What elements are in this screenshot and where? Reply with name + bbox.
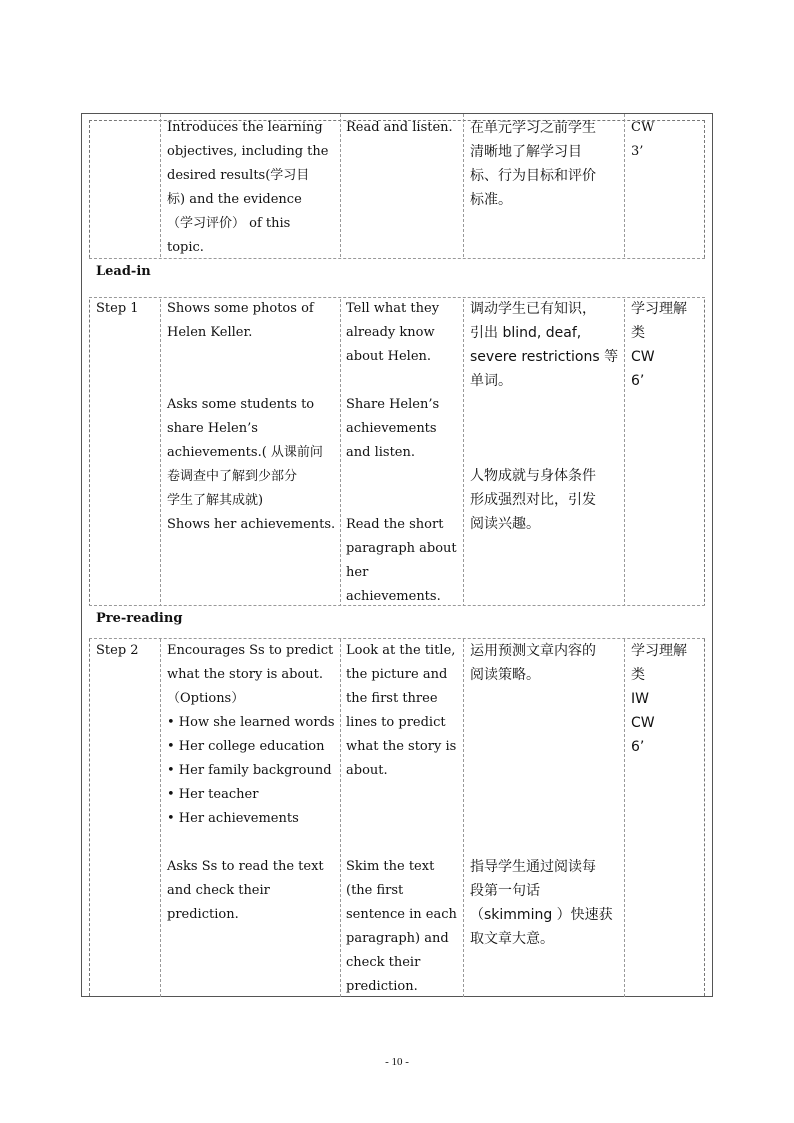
step1-teacher-b <box>167 393 337 513</box>
text-line: achievements.( 从课前问 <box>167 445 323 460</box>
text-line: CW <box>631 715 655 731</box>
text-line: 阅读兴趣。 <box>470 516 540 532</box>
text-line: the first three <box>346 691 438 706</box>
option-item: • Her achievements <box>167 811 299 826</box>
text-line: 阅读策略。 <box>470 667 540 683</box>
text-line: paragraph) and <box>346 931 449 946</box>
column-divider <box>340 114 341 997</box>
text-line: 学习理解 <box>631 301 687 317</box>
text-line: 标准。 <box>470 192 512 208</box>
step-label: Step 1 <box>96 301 139 316</box>
text-line: 清晰地了解学习目 <box>470 144 582 160</box>
text-line: CW <box>631 120 655 135</box>
page-number: - 10 - <box>385 1056 409 1068</box>
text-line: 学生了解其成就) <box>167 493 264 508</box>
text-line: lines to predict <box>346 715 446 730</box>
text-line: Read and listen. <box>346 120 453 135</box>
text-line: Look at the title, <box>346 643 456 658</box>
text-line: the picture and <box>346 667 448 682</box>
text-line: 调动学生已有知识， <box>470 301 596 317</box>
text-line: Read the short <box>346 517 444 532</box>
text-line: sentence in each <box>346 907 457 922</box>
step1-student-a <box>346 297 458 369</box>
text-line: desired results(学习目 <box>167 168 310 183</box>
intro-mode <box>631 116 701 164</box>
text-line: 类 <box>631 667 645 683</box>
step2-student-a <box>346 639 458 783</box>
text-line: share Helen’s <box>167 421 258 436</box>
text-line: 6’ <box>631 373 645 389</box>
option-item: • Her family background <box>167 763 332 778</box>
step2-student-b <box>346 855 458 999</box>
text-line: Helen Keller. <box>167 325 253 340</box>
text-line: 段第一句话 <box>470 883 540 899</box>
step2-purpose-b <box>470 855 620 951</box>
step2-purpose-a <box>470 639 620 687</box>
step1-mode <box>631 297 701 393</box>
text-line: prediction. <box>346 979 418 994</box>
text-line: Shows some photos of <box>167 301 314 316</box>
text-line: and listen. <box>346 445 415 460</box>
text-line: paragraph about <box>346 541 457 556</box>
text-line: Encourages Ss to predict <box>167 643 334 658</box>
text-line: 标、行为目标和评价 <box>470 168 596 184</box>
text-line: 在单元学习之前学生 <box>470 120 596 136</box>
section-row-pre-reading <box>89 605 705 639</box>
intro-teacher-activity <box>167 116 337 260</box>
option-item: • How she learned words <box>167 715 335 730</box>
step2-teacher-b <box>167 855 337 927</box>
text-line: 3’ <box>631 144 644 159</box>
step2-teacher-a <box>167 639 337 831</box>
step-label: Step 2 <box>96 643 139 658</box>
step1-student-b <box>346 393 458 465</box>
text-line: 卷调查中了解到少部分 <box>167 469 298 484</box>
text-line: check their <box>346 955 421 970</box>
text-line: 标) and the evidence <box>167 192 302 207</box>
text-line: （学习评价） of this <box>167 216 291 231</box>
text-line: CW <box>631 349 655 365</box>
text-line: her <box>346 565 369 580</box>
step1-purpose-a <box>470 297 620 393</box>
text-line: IW <box>631 691 649 707</box>
option-item: • Her college education <box>167 739 325 754</box>
step1-purpose-b <box>470 464 620 536</box>
text-line: 指导学生通过阅读每 <box>470 859 596 875</box>
text-line: Asks some students to <box>167 397 315 412</box>
text-line: 运用预测文章内容的 <box>470 643 596 659</box>
text-line: about. <box>346 763 388 778</box>
text-line: 取文章大意。 <box>470 931 554 947</box>
text-line: what the story is <box>346 739 457 754</box>
section-row-lead-in <box>89 258 705 298</box>
text-line: 6’ <box>631 739 645 755</box>
step1-teacher-c <box>167 513 337 537</box>
text-line: Introduces the learning <box>167 120 323 135</box>
text-line: prediction. <box>167 907 239 922</box>
text-line: (the first <box>346 883 404 898</box>
section-label: Pre-reading <box>96 611 183 626</box>
text-line: and check their <box>167 883 270 898</box>
step2-mode <box>631 639 701 759</box>
step1-student-c <box>346 513 458 609</box>
text-line: Asks Ss to read the text <box>167 859 324 874</box>
text-line: 类 <box>631 325 645 341</box>
text-line: 人物成就与身体条件 <box>470 468 596 484</box>
text-line: what the story is about. <box>167 667 324 682</box>
text-line: achievements. <box>346 589 441 604</box>
text-line: objectives, including the <box>167 144 329 159</box>
option-item: • Her teacher <box>167 787 259 802</box>
text-line: Tell what they <box>346 301 440 316</box>
text-line: Share Helen’s <box>346 397 440 412</box>
text-line: severe restrictions 等 <box>470 349 619 365</box>
intro-purpose <box>470 116 620 212</box>
text-line: about Helen. <box>346 349 432 364</box>
text-line: Skim the text <box>346 859 435 874</box>
text-line: 引出 blind, deaf, <box>470 325 582 341</box>
text-line: 学习理解 <box>631 643 687 659</box>
text-line: （skimming ）快速获 <box>470 907 613 923</box>
column-divider <box>624 114 625 997</box>
text-line: 单词。 <box>470 373 512 389</box>
section-label: Lead-in <box>96 264 151 279</box>
text-line: topic. <box>167 240 204 255</box>
text-line: Shows her achievements. <box>167 517 336 532</box>
text-line: 形成强烈对比，引发 <box>470 492 596 508</box>
column-divider <box>160 114 161 997</box>
step1-teacher-a <box>167 297 337 345</box>
text-line: already know <box>346 325 435 340</box>
text-line: （Options） <box>167 691 245 706</box>
text-line: achievements <box>346 421 437 436</box>
column-divider <box>463 114 464 997</box>
intro-student-activity <box>346 116 458 140</box>
